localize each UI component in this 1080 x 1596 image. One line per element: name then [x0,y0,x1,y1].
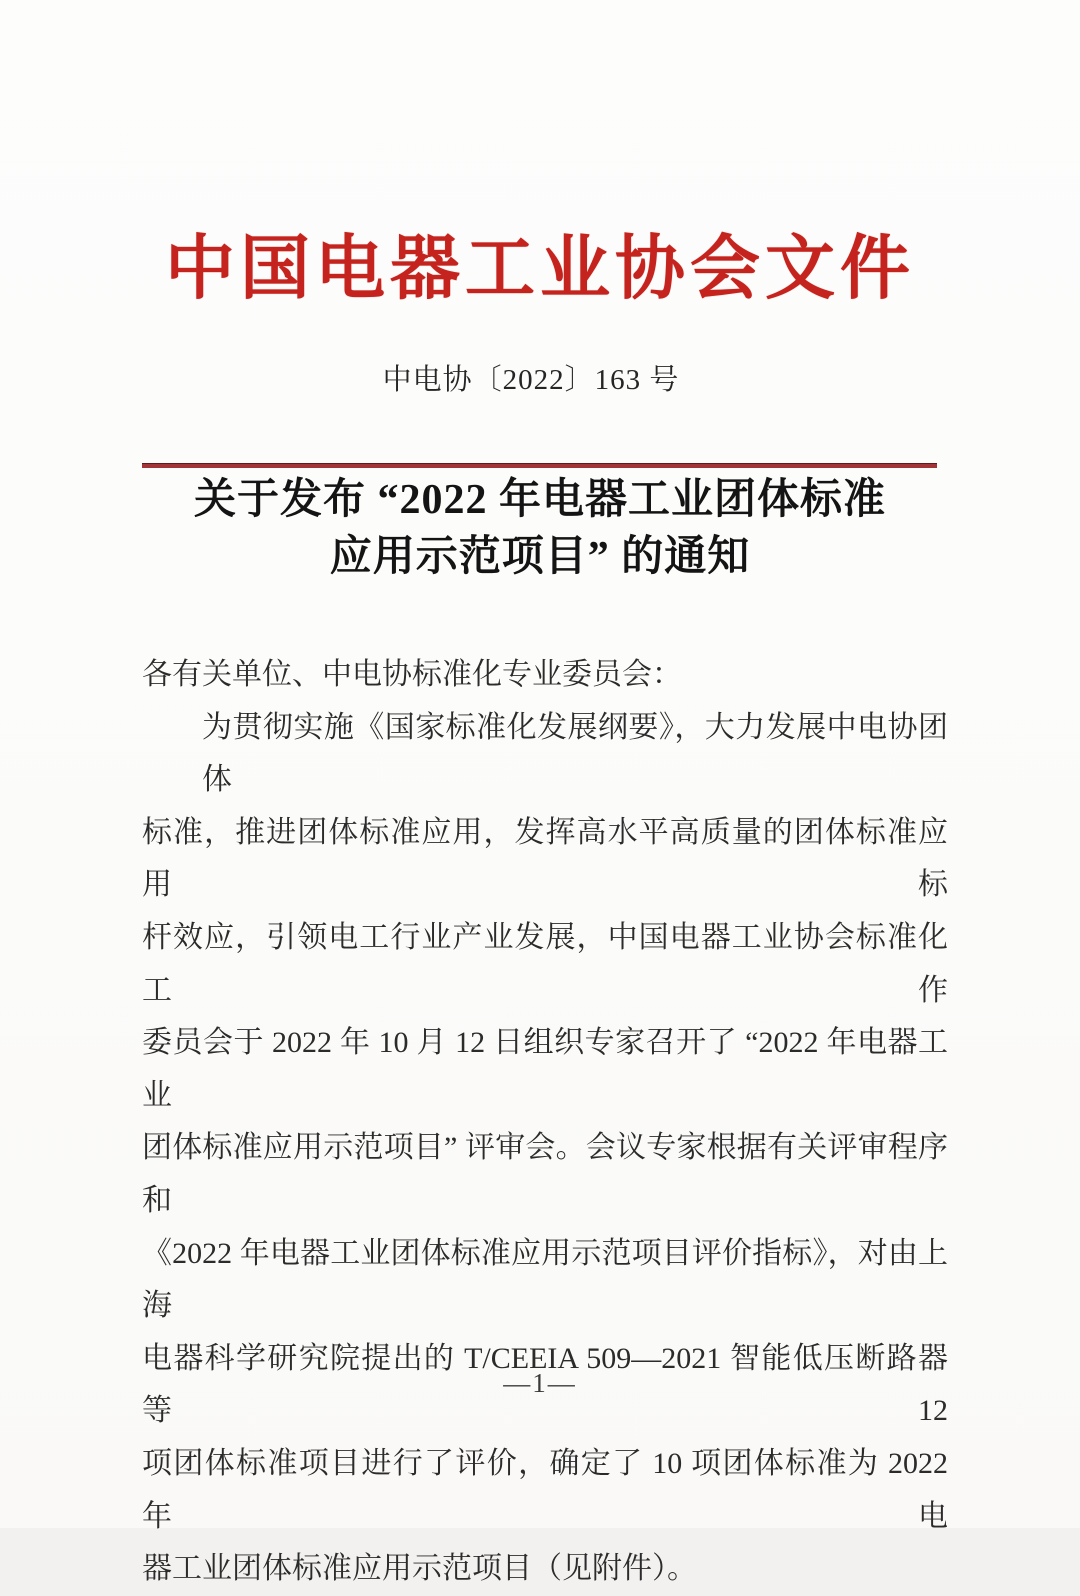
body-line: 电器科学研究院提出的 T/CEEIA 509—2021 智能低压断路器等 12 [142,1341,948,1428]
notice-title-line-1: 关于发布 “2022 年电器工业团体标准 [193,477,886,523]
body-line: 委员会于 2022 年 10 月 12 日组织专家召开了 “2022 年电器工业 [142,1026,948,1112]
doc-number: 中电协〔2022〕163 号 [382,364,680,396]
notice-title-line-2: 应用示范项目” 的通知 [329,534,751,580]
body-line: 团体标准应用示范项目” 评审会。会议专家根据有关评审程序和 [142,1131,948,1217]
body-text [142,649,948,1596]
salutation-line: 各有关单位、中电协标准化专业委员会： [142,658,682,691]
body-line: 《2022 年电器工业团体标准应用示范项目评价指标》，对由上海 [142,1236,948,1323]
body-line: 为贯彻实施《国家标准化发展纲要》，大力发展中电协团体 [202,710,948,797]
red-divider-line [142,463,937,468]
body-line: 标准，推进团体标准应用，发挥高水平高质量的团体标准应用标 [142,815,948,902]
page-number: —1— [503,1368,577,1398]
body-line: 器工业团体标准应用示范项目（见附件）。 [142,1552,697,1586]
org-header-title: 中国电器工业协会文件 [165,231,915,308]
body-line: 杆效应，引领电工行业产业发展，中国电器工业协会标准化工作 [142,920,948,1007]
body-line: 项团体标准项目进行了评价，确定了 10 项团体标准为 2022 年电 [142,1446,948,1533]
notice-title [0,472,1080,586]
